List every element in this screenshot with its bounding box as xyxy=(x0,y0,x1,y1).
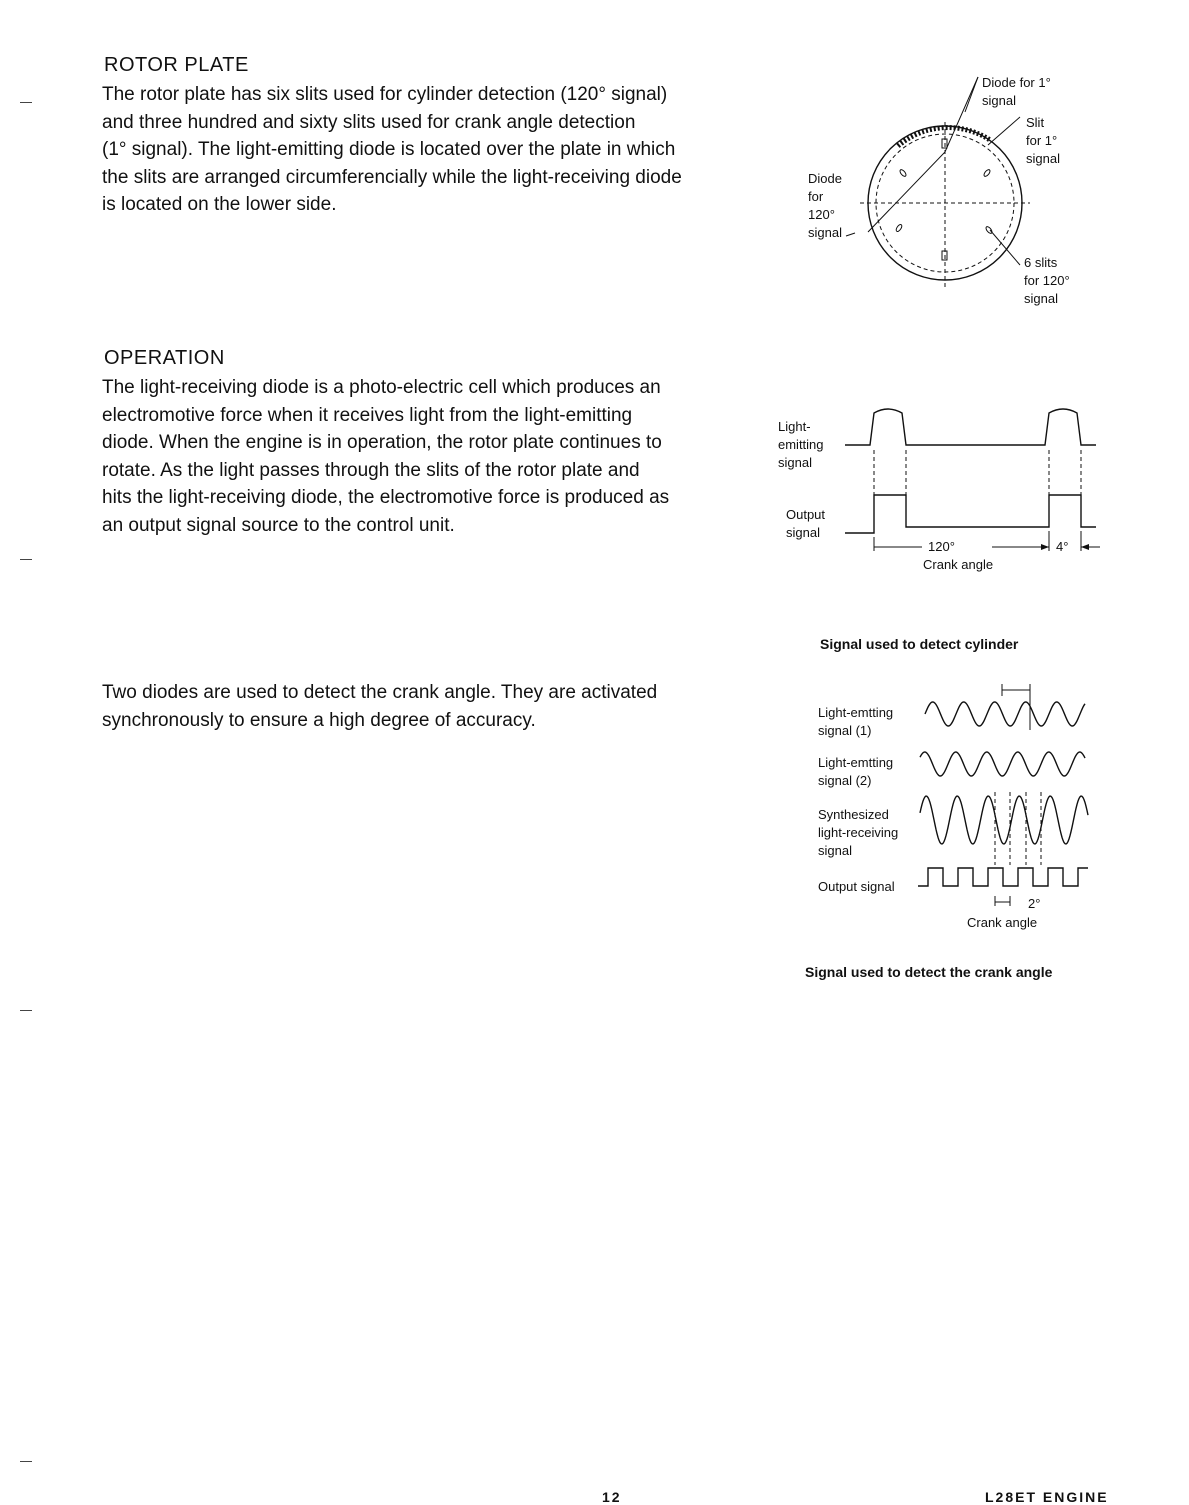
operation-paragraph xyxy=(102,374,782,540)
rotor-plate-diagram xyxy=(790,60,1110,320)
slits-1-degree xyxy=(898,128,990,146)
operation-line: hits the light-receiving diode, the electromotive force is produced as xyxy=(102,487,670,509)
label-synthesized: Synthesized xyxy=(818,807,889,822)
rotor-plate-paragraph xyxy=(102,81,782,219)
margin-mark xyxy=(20,1010,32,1011)
rotor-plate-heading: ROTOR PLATE xyxy=(104,54,249,76)
light-emitting-2-waveform xyxy=(920,752,1085,776)
label-signal-2: Light-emtting xyxy=(818,755,894,770)
label-4-degree: 4° xyxy=(1056,539,1069,554)
rotor-line: and three hundred and sixty slits used for crank angle detection xyxy=(102,111,636,133)
label-slit-1: for 1° xyxy=(1026,133,1058,148)
output-waveform xyxy=(845,495,1096,533)
label-light-emitting: emitting xyxy=(778,437,824,452)
label-signal-2: signal (2) xyxy=(818,773,872,788)
label-signal-1: Light-emtting xyxy=(818,705,894,720)
label-signal-1: signal (1) xyxy=(818,723,872,738)
operation-line: The light-receiving diode is a photo-electric cell which produces an xyxy=(102,377,661,398)
synthesized-waveform xyxy=(920,796,1088,844)
caption-cylinder: Signal used to detect cylinder xyxy=(820,636,1019,652)
operation-heading: OPERATION xyxy=(104,347,225,369)
label-diode-120: signal xyxy=(808,225,842,240)
label-120-degree: 120° xyxy=(928,539,955,554)
label-synthesized: signal xyxy=(818,843,852,858)
margin-mark xyxy=(20,559,32,560)
slit-1-leader xyxy=(988,117,1020,145)
label-diode-120: Diode xyxy=(808,171,842,186)
crank-line: synchronously to ensure a high degree of accuracy. xyxy=(102,709,536,731)
label-2-degree: 2° xyxy=(1028,896,1041,911)
label-slits-120: 6 slits xyxy=(1024,255,1058,270)
label-diode-120: for xyxy=(808,189,824,204)
diode-1-leader xyxy=(965,77,978,112)
label-diode-1: Diode for 1° xyxy=(982,75,1051,90)
diode-120-leader xyxy=(846,233,855,236)
caption-crank-angle: Signal used to detect the crank angle xyxy=(805,964,1053,980)
footer-engine-label: L28ET ENGINE xyxy=(985,1489,1109,1505)
label-light-emitting: Light- xyxy=(778,419,811,434)
output-square-waveform xyxy=(918,868,1088,886)
crank-paragraph xyxy=(102,679,782,734)
margin-mark xyxy=(20,1461,32,1462)
rotor-line: is located on the lower side. xyxy=(102,194,337,216)
label-slit-1: signal xyxy=(1026,151,1060,166)
cylinder-signal-diagram xyxy=(770,405,1100,665)
rotor-line: (1° signal). The light-emitting diode is located over the plate in which xyxy=(102,139,676,161)
arrowhead xyxy=(1041,544,1049,550)
rotor-line: the slits are arranged circumferencially while the light-receiving diode xyxy=(102,166,682,188)
label-output: Output xyxy=(786,507,826,522)
label-slit-1: Slit xyxy=(1026,115,1045,130)
light-emitting-1-waveform xyxy=(925,702,1085,726)
label-synthesized: light-receiving xyxy=(818,825,899,840)
label-slits-120: signal xyxy=(1024,291,1058,306)
label-output-signal: Output signal xyxy=(818,879,895,894)
operation-line: rotate. As the light passes through the slits of the rotor plate and xyxy=(102,459,640,481)
crank-angle-signal-diagram xyxy=(800,680,1120,990)
crank-line: Two diodes are used to detect the crank angle. They are activated xyxy=(102,682,658,703)
label-output: signal xyxy=(786,525,820,540)
slits-120-degree xyxy=(895,139,993,260)
page-number: 12 xyxy=(602,1489,622,1505)
label-light-emitting: signal xyxy=(778,455,812,470)
label-slits-120: for 120° xyxy=(1024,273,1070,288)
operation-line: diode. When the engine is in operation, the rotor plate continues to xyxy=(102,432,662,454)
label-diode-1: signal xyxy=(982,93,1016,108)
label-diode-120: 120° xyxy=(808,207,835,222)
operation-line: electromotive force when it receives light from the light-emitting xyxy=(102,404,633,426)
operation-line: an output signal source to the control unit. xyxy=(102,514,455,536)
rotor-line: The rotor plate has six slits used for cylinder detection (120° signal) xyxy=(102,84,668,105)
arrowhead xyxy=(1081,544,1089,550)
margin-mark xyxy=(20,102,32,103)
label-crank-angle: Crank angle xyxy=(923,557,994,572)
label-crank-angle: Crank angle xyxy=(967,915,1038,930)
light-emitting-waveform xyxy=(845,409,1096,445)
